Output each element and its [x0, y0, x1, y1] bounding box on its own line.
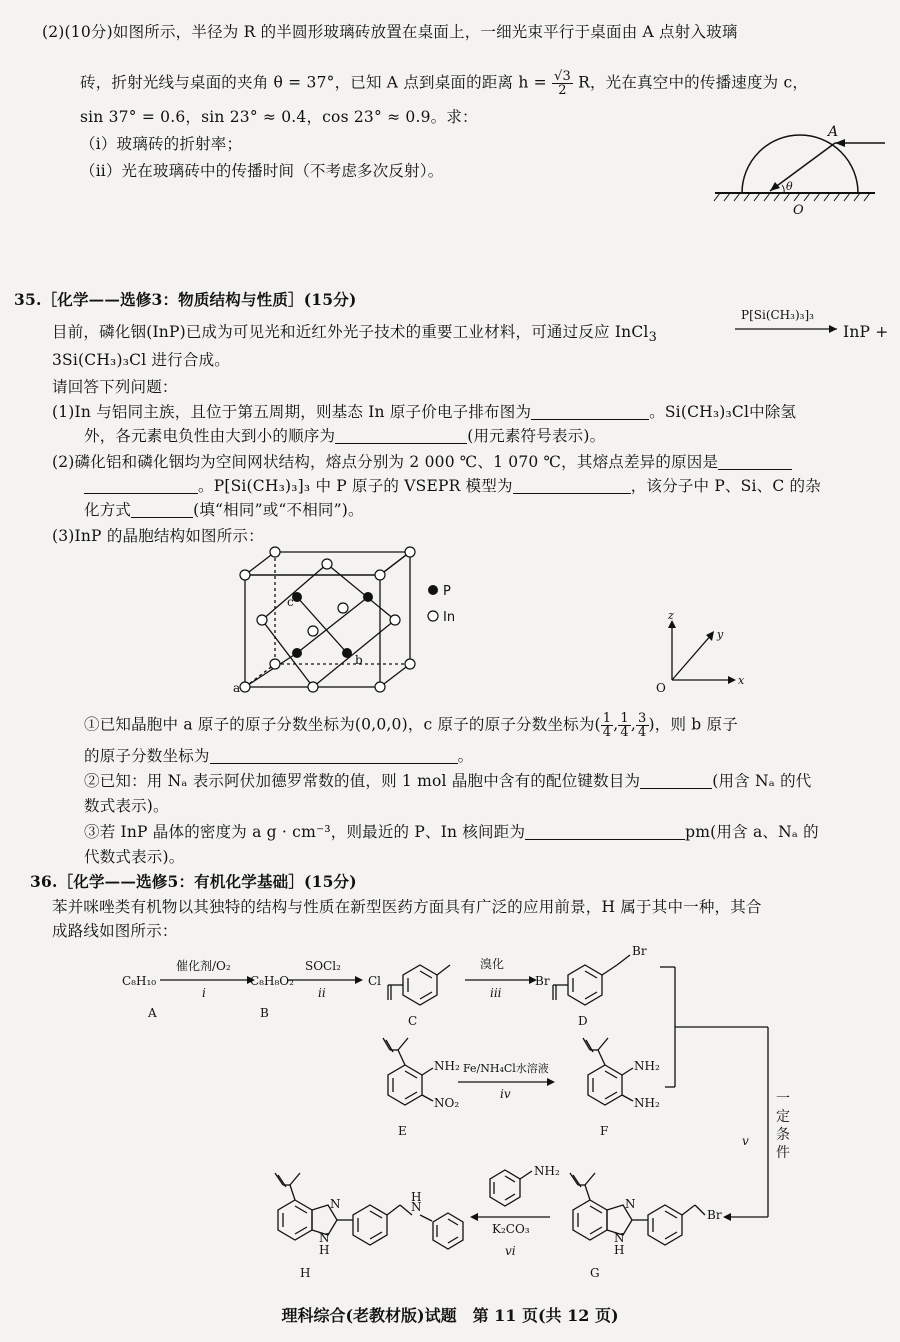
- compound-b-formula: C₈H₈O₂: [250, 974, 294, 988]
- q35-intro-sub: 3: [648, 330, 658, 346]
- step-i-condition: 催化剂/O₂: [176, 959, 231, 973]
- h-imine-n-label: N: [330, 1197, 341, 1211]
- q35-part1-line1: [52, 402, 796, 422]
- physics-line-3: sin 37° = 0.6，sin 23° ≈ 0.4，cos 23° ≈ 0.9。求：: [80, 108, 478, 126]
- q35-intro-line1: [52, 322, 657, 348]
- step-iv-label: iv: [500, 1087, 511, 1101]
- step-v-condition: 一定条件: [776, 1091, 791, 1161]
- q35-intro-a: 目前，磷化铟(InP)已成为可见光和近红外光子技术的重要工业材料，可通过反应 InCl: [52, 323, 649, 341]
- atom-label-c: c: [287, 595, 294, 609]
- answer-blank-6[interactable]: [210, 747, 458, 764]
- answer-blank-4[interactable]: [513, 477, 631, 494]
- step-vi-condition: K₂CO₃: [492, 1222, 530, 1236]
- step-ii-condition: SOCl₂: [305, 959, 341, 973]
- q35-p1b: 。Si(CH₃)₃Cl中除氢: [649, 403, 797, 421]
- q35-part2-line3: [84, 500, 364, 520]
- q35-intro-product: InP +: [843, 323, 889, 341]
- g-nh-h-label: H: [614, 1243, 625, 1257]
- q35-p1c: 外，各元素电负性由大到小的顺序为: [84, 427, 336, 445]
- answer-blank-3a[interactable]: [718, 453, 792, 470]
- legend-in-label: In: [443, 610, 456, 625]
- e-nitro-label: NO₂: [434, 1096, 460, 1110]
- compound-g-label: G: [590, 1266, 600, 1280]
- q35-s1a: ①已知晶胞中 a 原子的原子分数坐标为(0,0,0)，c 原子的原子分数坐标为(: [84, 715, 601, 734]
- frac-den: 2: [558, 83, 567, 98]
- q35-s1d: 。: [457, 747, 474, 765]
- coordinate-axes-figure: [650, 610, 760, 695]
- q35-header: 35.［化学——选修3：物质结构与性质］(15分): [14, 290, 357, 309]
- physics-line-5: （ⅱ）光在玻璃砖中的传播时间（不考虑多次反射）。: [80, 162, 444, 180]
- fig-label-O: O: [793, 203, 804, 218]
- sqrt3-over-2-fraction: [552, 70, 573, 97]
- q35-sub3-line2: 代数式表示)。: [84, 848, 185, 866]
- step-ii-label: ii: [318, 986, 326, 1000]
- step-iv-condition: Fe/NH₄Cl水溶液: [463, 1062, 549, 1075]
- compound-h-label: H: [300, 1266, 311, 1280]
- d-bromine-label: Br: [535, 974, 550, 988]
- d-bromomethyl-label: Br: [632, 944, 647, 958]
- q35-p2c: ，该分子中 P、Si、C 的杂: [630, 477, 821, 495]
- physics-line-2a: 砖，折射光线与桌面的夹角 θ = 37°，已知 A 点到桌面的距离 h =: [80, 73, 547, 92]
- q35-sub2-line2: 数式表示)。: [84, 797, 169, 815]
- answer-blank-7[interactable]: [640, 772, 712, 789]
- q35-sub2-line1: [84, 771, 811, 791]
- compound-a-formula: C₈H₁₀: [122, 974, 157, 988]
- synthesis-route-diagram: [120, 935, 820, 1295]
- q35-ask: 请回答下列问题：: [52, 378, 178, 396]
- step-iii-condition: 溴化: [480, 957, 505, 971]
- aniline-amine-label: NH₂: [534, 1164, 560, 1178]
- q35-s3a: ③若 InP 晶体的密度为 a g · cm⁻³，则最近的 P、In 核间距为: [84, 823, 526, 841]
- step-i-label: i: [202, 986, 206, 1000]
- q35-p2e: (填“相同”或“不相同”)。: [193, 501, 364, 519]
- compound-b-label: B: [260, 1006, 269, 1020]
- h-amine-h-label: H: [411, 1190, 422, 1204]
- h-nh-h-label: H: [319, 1243, 330, 1257]
- semicircle-glass-figure: [700, 108, 890, 218]
- axis-origin-label: O: [656, 681, 666, 695]
- answer-blank-8[interactable]: [525, 823, 685, 840]
- g-bromine-label: Br: [707, 1208, 722, 1222]
- legend-in-dot: [428, 611, 438, 621]
- q35-part3: (3)InP 的晶胞结构如图所示：: [52, 527, 264, 545]
- axis-y-label: y: [717, 628, 724, 641]
- h-amine-n-label: N: [411, 1200, 422, 1214]
- q36-intro-line1: 苯并咪唑类有机物以其独特的结构与性质在新型医药方面具有广泛的应用前景，H 属于其中一种，其合: [52, 898, 762, 916]
- f-amine-1-label: NH₂: [634, 1059, 660, 1073]
- compound-e-label: E: [398, 1124, 407, 1138]
- q35-sub3-line1: [84, 822, 819, 842]
- compound-a-label: A: [148, 1006, 157, 1020]
- axis-z-label: z: [668, 610, 674, 622]
- f-amine-2-label: NH₂: [634, 1096, 660, 1110]
- legend-p-label: P: [443, 584, 451, 599]
- physics-line-1: (2)(10分)如图所示，半径为 R 的半圆形玻璃砖放置在桌面上，一细光束平行于桌面由 A 点射入玻璃: [42, 23, 738, 41]
- q35-s1b: )，则 b 原子: [648, 715, 738, 734]
- atom-label-b: b: [355, 653, 363, 667]
- g-nh-n-label: N: [614, 1231, 625, 1245]
- answer-blank-1[interactable]: [531, 403, 649, 420]
- legend-p-dot: [428, 585, 438, 595]
- coord-frac-2: $\frac{1}{4}$: [620, 711, 629, 740]
- q35-s2a: ②已知：用 Nₐ 表示阿伏加德罗常数的值，则 1 mol 晶胞中含有的配位键数目为: [84, 772, 641, 790]
- physics-line-2: [80, 70, 808, 97]
- q35-s2b: (用含 Nₐ 的代: [712, 772, 812, 790]
- axis-x-label: x: [738, 674, 745, 687]
- q35-p1a: (1)In 与铝同主族，且位于第五周期，则基态 In 原子价电子排布图为: [52, 403, 532, 421]
- reaction-arrow: [733, 305, 843, 345]
- q35-s3b: pm(用含 a、Nₐ 的: [685, 823, 819, 841]
- coord-frac-3: $\frac{3}{4}$: [638, 711, 647, 740]
- step-iii-label: iii: [490, 986, 502, 1000]
- g-imine-n-label: N: [625, 1197, 636, 1211]
- q35-sub1-line2: [84, 746, 473, 766]
- answer-blank-5[interactable]: [131, 501, 193, 518]
- page-footer: 理科综合(老教材版)试题 第 11 页(共 12 页): [281, 1306, 619, 1325]
- answer-blank-3b[interactable]: [84, 477, 198, 494]
- q35-part2-line2: [84, 476, 821, 496]
- q35-p2a: (2)磷化铝和磷化铟均为空间网状结构，熔点分别为 2 000 ℃、1 070 ℃，其熔点差异的原因是: [52, 453, 719, 471]
- compound-c-label: C: [408, 1014, 418, 1028]
- q35-intro-line2: 3Si(CH₃)₃Cl 进行合成。: [52, 351, 230, 369]
- fig-label-A: A: [828, 124, 839, 140]
- e-amine-label: NH₂: [434, 1059, 460, 1073]
- frac-num: √3: [554, 69, 571, 84]
- q35-p2b: 。P[Si(CH₃)₃]₃ 中 P 原子的 VSEPR 模型为: [198, 477, 513, 495]
- atom-label-a: a: [233, 681, 241, 695]
- q35-part2-line1: [52, 452, 792, 472]
- physics-line-2b: R，光在真空中的传播速度为 c，: [578, 73, 809, 92]
- h-nh-n-label: N: [319, 1231, 330, 1245]
- reaction-condition: P[Si(CH₃)₃]₃: [741, 308, 814, 322]
- q35-part1-line2: [84, 426, 605, 446]
- inp-unit-cell-figure: [225, 540, 475, 700]
- step-v-label: v: [742, 1134, 749, 1148]
- physics-line-4: （ⅰ）玻璃砖的折射率；: [80, 135, 243, 153]
- step-vi-label: vi: [505, 1244, 516, 1258]
- q35-s1c: 的原子分数坐标为: [84, 747, 210, 765]
- q35-p2d: 化方式: [84, 501, 132, 519]
- answer-blank-2[interactable]: [335, 427, 467, 444]
- fig-label-theta: θ: [786, 180, 793, 193]
- compound-f-label: F: [600, 1124, 609, 1138]
- q36-intro-line2: 成路线如图所示：: [52, 922, 178, 940]
- q35-p1d: (用元素符号表示)。: [467, 427, 606, 445]
- c-chlorine-label: Cl: [368, 974, 382, 988]
- q36-header: 36.［化学——选修5：有机化学基础］(15分): [30, 872, 357, 891]
- compound-d-label: D: [578, 1014, 588, 1028]
- q35-sub1-line1: ①已知晶胞中 a 原子的原子分数坐标为(0,0,0)，c 原子的原子分数坐标为( $\frac{1}{4}$ , $\frac{1}{4}$ , $\frac{3}{4}$ )，则 b 原子: [84, 711, 738, 740]
- coord-frac-1: $\frac{1}{4}$: [602, 711, 612, 740]
